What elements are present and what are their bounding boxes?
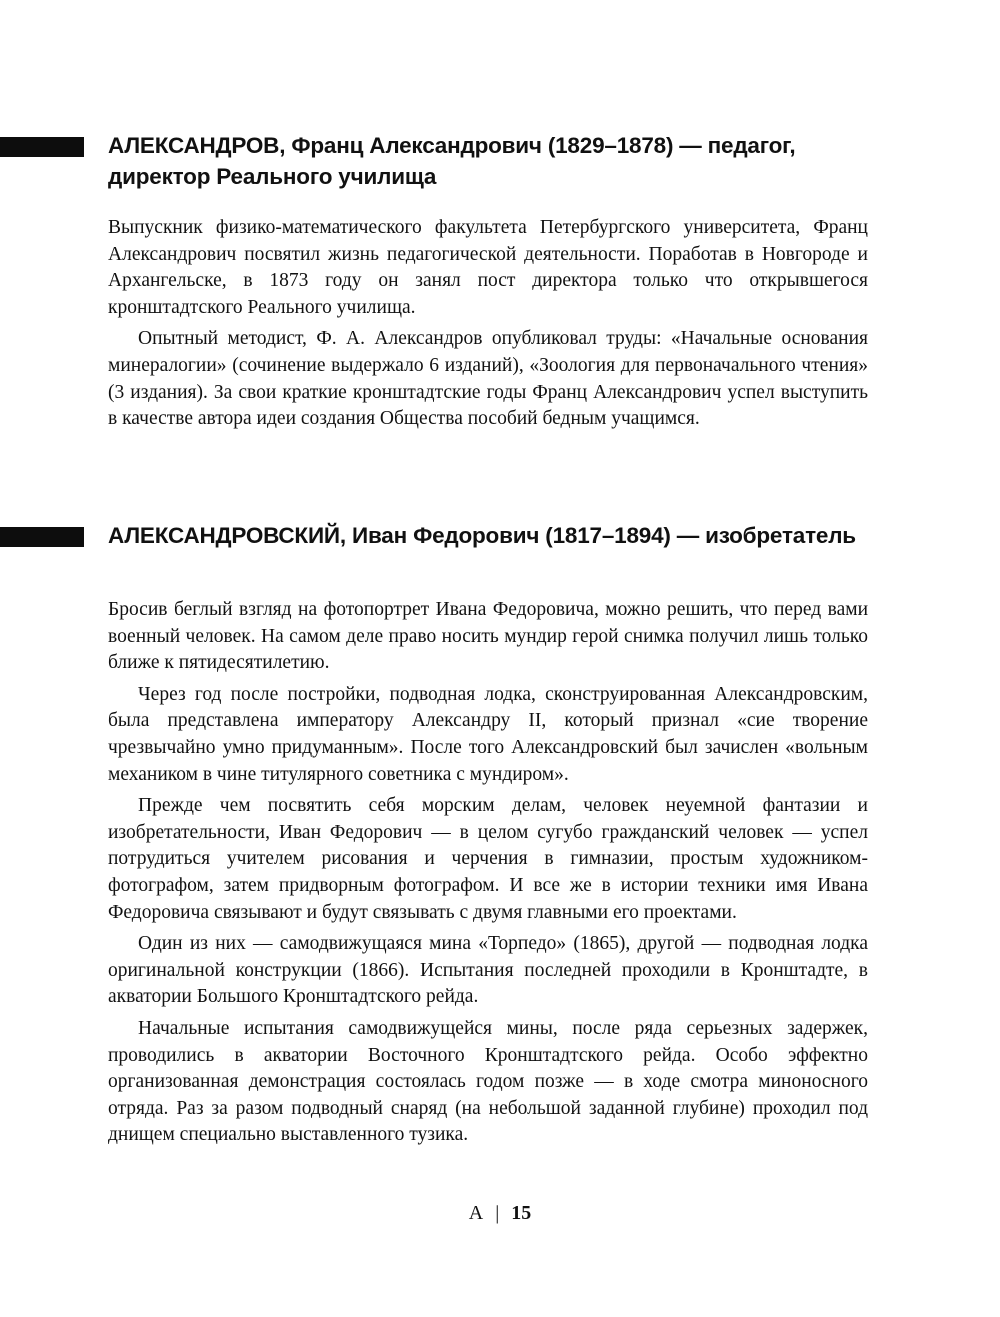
paragraph: Выпускник физико-математического факультета Петербургского университета, Франц Александрович посвятил жизнь педагогической деятельности. Поработав в Новгороде и Архангельске, в 1873 году он занял пост директора только что открывшегося кронштадтского Реального училища.	[108, 217, 868, 318]
folio-separator: |	[495, 1202, 500, 1224]
paragraph: Начальные испытания самодвижущейся мины, после ряда серьезных задержек, проводились в акватории Восточного Кронштадтского рейда. Особо эффектно организованная демонстрация состоялась годом позже — в ходе смотра миноносного отряда. Раз за разом подводный снаряд (на небольшой заданной глубине) проходил под днищем специально выставленного тузика.	[108, 1017, 868, 1146]
paragraph: Через год после постройки, подводная лодка, сконструированная Александровским, была представлена императору Александру II, который признал «сие творение чрезвычайно умно придуманным». После того Александровский был зачислен «вольным механиком в чине титулярного советника с мундиром».	[108, 683, 868, 785]
page-footer	[0, 1200, 1000, 1226]
paragraph: Опытный методист, Ф. А. Александров опубликовал труды: «Начальные основания минералогии» (сочинение выдержало 6 изданий), «Зоология для первоначального чтения» (3 издания). За свои краткие кронштадтские годы Франц Александрович успел выступить в качестве автора идеи создания Общества пособий бедным учащимся.	[108, 328, 868, 430]
page-number: 15	[511, 1202, 532, 1224]
paragraph: Один из них — самодвижущаяся мина «Торпедо» (1865), другой — подводная лодка оригинальной конструкции (1866). Испытания последней проходили в Кронштадте, в акватории Большого Кронштадтского рейда.	[108, 933, 868, 1008]
entry-body	[108, 215, 868, 438]
entry-heading: АЛЕКСАНДРОВСКИЙ, Иван Федорович (1817–1894) — изобретатель	[108, 523, 856, 548]
paragraph: Прежде чем посвятить себя морским делам, человек неуемной фантазии и изобретательности, Иван Федорович — в целом сугубо гражданский человек — успел потрудиться учителем рисования и черчения в гимназии, простым художником-фотографом, затем придворным фотографом. И все же в истории техники имя Ивана Федоровича связывают и будут связывать с двумя главными его проектами.	[108, 795, 868, 923]
section-marker-bar	[0, 137, 84, 157]
section-marker-bar	[0, 527, 84, 547]
entry-body	[108, 597, 868, 1154]
entry-heading: АЛЕКСАНДРОВ, Франц Александрович (1829–1878) — педагог, директор Реального училища	[108, 133, 796, 189]
paragraph: Бросив беглый взгляд на фотопортрет Ивана Федоровича, можно решить, что перед вами военный человек. На самом деле право носить мундир герой снимка получил лишь только ближе к пятидесятилетию.	[108, 599, 868, 674]
section-letter: А	[468, 1202, 484, 1224]
